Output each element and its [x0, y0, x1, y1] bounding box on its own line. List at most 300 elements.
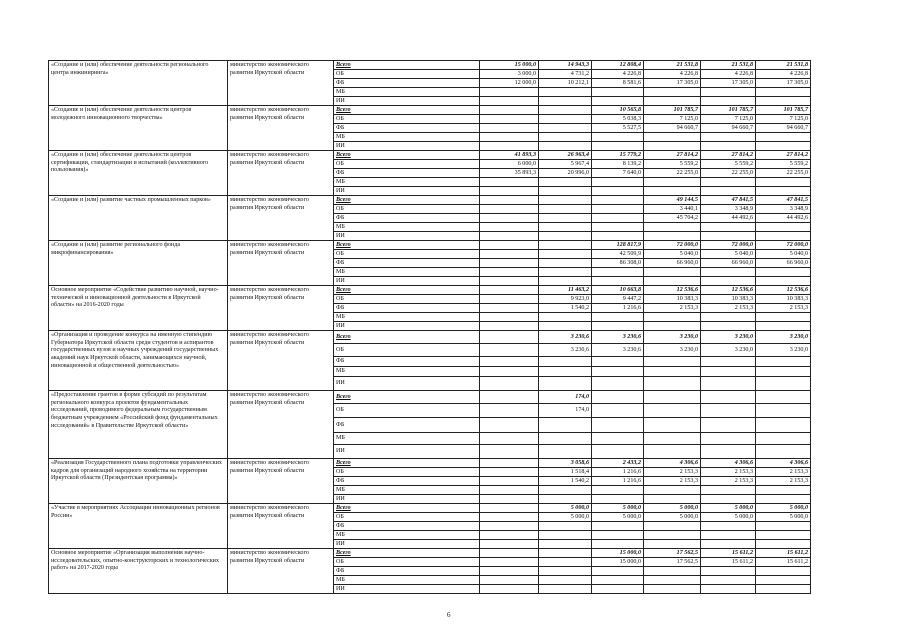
amount-cell: 2 153,3: [756, 304, 811, 313]
funding-source-cell: МБ: [334, 576, 480, 585]
amount-cell: 66 960,0: [756, 259, 811, 268]
amount-cell: [539, 97, 592, 106]
amount-cell: [756, 268, 811, 277]
amount-cell: [701, 97, 756, 106]
amount-cell: [756, 404, 811, 418]
funding-source-cell: МБ: [334, 531, 480, 540]
amount-cell: 3 348,9: [701, 205, 756, 214]
amount-cell: [480, 196, 539, 205]
amount-cell: [539, 268, 592, 277]
amount-cell: 3 230,6: [539, 344, 592, 357]
amount-cell: [539, 178, 592, 187]
amount-cell: [756, 391, 811, 404]
funding-source-cell: ФБ: [334, 259, 480, 268]
responsible-org-cell: министерство экономического развития Иркутской области: [228, 241, 334, 286]
activity-name-cell: «Создание и (или) развитие частных промышленных парков»: [49, 196, 228, 241]
amount-cell: 10 212,1: [539, 79, 592, 88]
amount-cell: [480, 313, 539, 322]
funding-source-cell: ФБ: [334, 214, 480, 223]
amount-cell: 7 640,0: [592, 169, 644, 178]
funding-source-cell: ИИ: [334, 187, 480, 196]
amount-cell: [480, 187, 539, 196]
amount-cell: 35 893,3: [480, 169, 539, 178]
amount-cell: [480, 115, 539, 124]
amount-cell: 3 230,0: [701, 344, 756, 357]
amount-cell: [701, 357, 756, 367]
amount-cell: [480, 445, 539, 459]
amount-cell: [644, 187, 701, 196]
amount-cell: 4 731,2: [539, 70, 592, 79]
amount-cell: [480, 124, 539, 133]
amount-cell: [592, 322, 644, 331]
amount-cell: [539, 214, 592, 223]
amount-cell: 12 536,6: [701, 286, 756, 295]
amount-cell: [701, 540, 756, 549]
amount-cell: 3 440,1: [644, 205, 701, 214]
responsible-org-cell: министерство экономического развития Иркутской области: [228, 196, 334, 241]
amount-cell: [701, 495, 756, 504]
funding-source-cell: МБ: [334, 178, 480, 187]
amount-cell: 174,0: [539, 404, 592, 418]
amount-cell: 5 559,2: [701, 160, 756, 169]
amount-cell: 15 779,2: [592, 151, 644, 160]
amount-cell: [539, 124, 592, 133]
amount-cell: [539, 357, 592, 367]
amount-cell: 15 611,2: [701, 549, 756, 558]
amount-cell: 15 611,2: [756, 549, 811, 558]
amount-cell: [701, 313, 756, 322]
activity-name-cell: «Предоставление грантов в форме субсидий по результатам регионального конкурса проектов фундаментальных исследований, проводимого федеральным государственным бюджетным учреждением «Российский фонд фундаментальных исследований» в Правительстве Иркутской области»: [49, 391, 228, 459]
amount-cell: 42 509,9: [592, 250, 644, 259]
funding-source-cell: ФБ: [334, 169, 480, 178]
amount-cell: [480, 477, 539, 486]
amount-cell: [480, 377, 539, 391]
funding-source-cell: ФБ: [334, 477, 480, 486]
amount-cell: [756, 531, 811, 540]
amount-cell: [539, 486, 592, 495]
amount-cell: 5 000,0: [644, 504, 701, 513]
amount-cell: [701, 576, 756, 585]
amount-cell: [592, 495, 644, 504]
amount-cell: 3 348,9: [756, 205, 811, 214]
amount-cell: [592, 522, 644, 531]
amount-cell: [592, 133, 644, 142]
funding-source-cell: МБ: [334, 88, 480, 97]
amount-cell: 10 663,8: [592, 286, 644, 295]
funding-source-cell: МБ: [334, 133, 480, 142]
amount-cell: 7 125,0: [701, 115, 756, 124]
amount-cell: [480, 404, 539, 418]
funding-source-cell: МБ: [334, 486, 480, 495]
amount-cell: [480, 418, 539, 433]
amount-cell: 72 000,0: [701, 241, 756, 250]
amount-cell: [644, 357, 701, 367]
amount-cell: 4 226,8: [644, 70, 701, 79]
amount-cell: 2 153,3: [644, 468, 701, 477]
responsible-org-cell: министерство экономического развития Иркутской области: [228, 151, 334, 196]
amount-cell: 10 383,3: [756, 295, 811, 304]
amount-cell: 11 463,2: [539, 286, 592, 295]
funding-source-cell: ИИ: [334, 445, 480, 459]
amount-cell: 72 000,0: [644, 241, 701, 250]
amount-cell: [756, 313, 811, 322]
amount-cell: 21 531,8: [644, 61, 701, 70]
funding-source-cell: Всего: [334, 61, 480, 70]
activity-name-cell: «Создание и (или) обеспечение деятельности центров молодежного инновационного творчества»: [49, 106, 228, 151]
amount-cell: [539, 115, 592, 124]
amount-cell: 5 040,0: [756, 250, 811, 259]
amount-cell: 27 814,2: [644, 151, 701, 160]
amount-cell: [539, 558, 592, 567]
amount-cell: 2 153,3: [756, 477, 811, 486]
funding-source-cell: ИИ: [334, 377, 480, 391]
amount-cell: [701, 133, 756, 142]
funding-source-cell: Всего: [334, 286, 480, 295]
amount-cell: [756, 97, 811, 106]
amount-cell: [539, 259, 592, 268]
funding-source-cell: Всего: [334, 504, 480, 513]
amount-cell: [592, 567, 644, 576]
amount-cell: [480, 433, 539, 445]
amount-cell: [480, 286, 539, 295]
amount-cell: [539, 418, 592, 433]
amount-cell: 101 785,7: [756, 106, 811, 115]
amount-cell: 3 230,0: [644, 331, 701, 344]
amount-cell: [592, 391, 644, 404]
amount-cell: [644, 522, 701, 531]
amount-cell: [480, 495, 539, 504]
funding-source-cell: МБ: [334, 433, 480, 445]
amount-cell: [701, 486, 756, 495]
amount-cell: [480, 205, 539, 214]
table-row-total: [49, 391, 811, 404]
amount-cell: [592, 268, 644, 277]
amount-cell: 3 230,0: [756, 331, 811, 344]
amount-cell: 12 536,6: [756, 286, 811, 295]
amount-cell: [480, 367, 539, 377]
amount-cell: 72 000,0: [756, 241, 811, 250]
amount-cell: [480, 322, 539, 331]
amount-cell: [756, 522, 811, 531]
funding-source-cell: ИИ: [334, 495, 480, 504]
amount-cell: [539, 205, 592, 214]
amount-cell: [756, 567, 811, 576]
table-row-total: [49, 331, 811, 344]
table-row-total: [49, 504, 811, 513]
amount-cell: [592, 531, 644, 540]
amount-cell: 3 230,6: [592, 344, 644, 357]
activity-name-cell: Основное мероприятие «Содействие развитию научной, научно-технической и инновационной деятельности в Иркутской области» на 2016-2020 годы: [49, 286, 228, 331]
amount-cell: [592, 418, 644, 433]
funding-source-cell: МБ: [334, 268, 480, 277]
funding-source-cell: Всего: [334, 151, 480, 160]
amount-cell: [644, 88, 701, 97]
responsible-org-cell: министерство экономического развития Иркутской области: [228, 106, 334, 151]
amount-cell: [701, 585, 756, 594]
amount-cell: [480, 549, 539, 558]
amount-cell: [539, 133, 592, 142]
amount-cell: [701, 322, 756, 331]
responsible-org-cell: министерство экономического развития Иркутской области: [228, 504, 334, 549]
table-row-total: [49, 196, 811, 205]
amount-cell: [756, 540, 811, 549]
funding-source-cell: ИИ: [334, 540, 480, 549]
amount-cell: 15 000,0: [592, 549, 644, 558]
funding-source-cell: Всего: [334, 331, 480, 344]
amount-cell: [644, 418, 701, 433]
amount-cell: 94 660,7: [644, 124, 701, 133]
responsible-org-cell: министерство экономического развития Иркутской области: [228, 459, 334, 504]
amount-cell: 1 216,6: [592, 304, 644, 313]
funding-source-cell: ОБ: [334, 344, 480, 357]
funding-source-cell: ОБ: [334, 160, 480, 169]
amount-cell: [592, 205, 644, 214]
amount-cell: [644, 97, 701, 106]
amount-cell: [756, 88, 811, 97]
amount-cell: [592, 178, 644, 187]
amount-cell: [701, 88, 756, 97]
amount-cell: 4 226,8: [592, 70, 644, 79]
amount-cell: 66 960,0: [644, 259, 701, 268]
amount-cell: 5 000,0: [539, 504, 592, 513]
amount-cell: 3 230,0: [756, 344, 811, 357]
activity-name-cell: «Организация и проведение конкурса на именную стипендию Губернатора Иркутской области среди студентов и аспирантов государственных вузов и научных учреждений государственных академий наук Иркутской области, занимающихся научной, инновационной и общественной деятельностью»: [49, 331, 228, 391]
amount-cell: 66 960,0: [701, 259, 756, 268]
funding-source-cell: МБ: [334, 367, 480, 377]
activity-name-cell: «Создание и (или) развитие регионального фонда микрофинансирования»: [49, 241, 228, 286]
amount-cell: [756, 377, 811, 391]
amount-cell: [592, 576, 644, 585]
amount-cell: [480, 241, 539, 250]
amount-cell: [539, 232, 592, 241]
amount-cell: 4 226,8: [756, 70, 811, 79]
amount-cell: [644, 486, 701, 495]
amount-cell: [756, 223, 811, 232]
amount-cell: [592, 142, 644, 151]
amount-cell: [701, 232, 756, 241]
amount-cell: [756, 495, 811, 504]
budget-table: [48, 60, 811, 594]
amount-cell: [644, 142, 701, 151]
amount-cell: [644, 391, 701, 404]
amount-cell: [644, 178, 701, 187]
amount-cell: [539, 445, 592, 459]
funding-source-cell: ОБ: [334, 404, 480, 418]
amount-cell: [539, 142, 592, 151]
amount-cell: [756, 585, 811, 594]
amount-cell: [480, 268, 539, 277]
funding-source-cell: ОБ: [334, 250, 480, 259]
amount-cell: [592, 277, 644, 286]
amount-cell: [592, 97, 644, 106]
funding-source-cell: ФБ: [334, 522, 480, 531]
amount-cell: 5 000,0: [644, 513, 701, 522]
amount-cell: 1 540,2: [539, 477, 592, 486]
amount-cell: 4 226,8: [701, 70, 756, 79]
amount-cell: [592, 196, 644, 205]
budget-table-sheet: [48, 60, 810, 594]
amount-cell: 94 660,7: [701, 124, 756, 133]
amount-cell: 44 492,6: [756, 214, 811, 223]
amount-cell: [644, 433, 701, 445]
amount-cell: [756, 178, 811, 187]
amount-cell: 21 531,8: [701, 61, 756, 70]
amount-cell: 8 581,6: [592, 79, 644, 88]
amount-cell: [756, 576, 811, 585]
funding-source-cell: МБ: [334, 313, 480, 322]
amount-cell: [539, 313, 592, 322]
amount-cell: [644, 322, 701, 331]
amount-cell: [644, 495, 701, 504]
funding-source-cell: ИИ: [334, 277, 480, 286]
responsible-org-cell: министерство экономического развития Иркутской области: [228, 331, 334, 391]
amount-cell: [480, 178, 539, 187]
amount-cell: [480, 223, 539, 232]
amount-cell: 4 306,6: [701, 459, 756, 468]
amount-cell: [539, 585, 592, 594]
amount-cell: [480, 391, 539, 404]
amount-cell: [539, 433, 592, 445]
amount-cell: 10 383,3: [701, 295, 756, 304]
amount-cell: 3 230,0: [644, 344, 701, 357]
amount-cell: [539, 495, 592, 504]
amount-cell: [644, 377, 701, 391]
amount-cell: 2 433,2: [592, 459, 644, 468]
amount-cell: 26 963,4: [539, 151, 592, 160]
amount-cell: 47 841,5: [701, 196, 756, 205]
amount-cell: [592, 187, 644, 196]
amount-cell: [480, 331, 539, 344]
amount-cell: 12 536,6: [644, 286, 701, 295]
amount-cell: [480, 540, 539, 549]
amount-cell: 21 531,8: [756, 61, 811, 70]
amount-cell: [480, 558, 539, 567]
amount-cell: 2 153,3: [644, 477, 701, 486]
amount-cell: [480, 576, 539, 585]
amount-cell: 15 611,2: [756, 558, 811, 567]
amount-cell: 94 660,7: [756, 124, 811, 133]
amount-cell: 27 814,2: [756, 151, 811, 160]
amount-cell: [592, 223, 644, 232]
amount-cell: [644, 313, 701, 322]
table-row-total: [49, 241, 811, 250]
amount-cell: [539, 250, 592, 259]
activity-name-cell: «Реализация Государственного плана подготовки управленческих кадров для организаций народного хозяйства на территории Иркутской области (Президентская программа)»: [49, 459, 228, 504]
funding-source-cell: Всего: [334, 241, 480, 250]
amount-cell: [592, 367, 644, 377]
amount-cell: [480, 357, 539, 367]
funding-source-cell: ФБ: [334, 357, 480, 367]
responsible-org-cell: министерство экономического развития Иркутской области: [228, 61, 334, 106]
amount-cell: 4 306,6: [644, 459, 701, 468]
amount-cell: [701, 391, 756, 404]
amount-cell: 2 153,3: [701, 304, 756, 313]
amount-cell: 86 308,0: [592, 259, 644, 268]
amount-cell: [480, 259, 539, 268]
amount-cell: 5 967,4: [539, 160, 592, 169]
activity-name-cell: «Создание и (или) обеспечение деятельности центров сертификации, стандартизации и испытаний (коллективного пользования)»: [49, 151, 228, 196]
amount-cell: [701, 268, 756, 277]
amount-cell: [644, 540, 701, 549]
amount-cell: 5 527,5: [592, 124, 644, 133]
amount-cell: 2 153,3: [756, 468, 811, 477]
amount-cell: [644, 576, 701, 585]
funding-source-cell: ФБ: [334, 124, 480, 133]
amount-cell: 5 000,0: [701, 504, 756, 513]
amount-cell: 3 230,6: [592, 331, 644, 344]
amount-cell: 44 492,6: [701, 214, 756, 223]
amount-cell: [701, 522, 756, 531]
funding-source-cell: Всего: [334, 459, 480, 468]
funding-source-cell: ИИ: [334, 585, 480, 594]
amount-cell: [539, 241, 592, 250]
amount-cell: [592, 445, 644, 459]
amount-cell: [480, 295, 539, 304]
amount-cell: [756, 142, 811, 151]
amount-cell: [480, 567, 539, 576]
amount-cell: [480, 277, 539, 286]
amount-cell: [592, 313, 644, 322]
amount-cell: 4 306,6: [756, 459, 811, 468]
amount-cell: [644, 232, 701, 241]
amount-cell: [756, 133, 811, 142]
amount-cell: 15 000,0: [592, 558, 644, 567]
amount-cell: 8 139,2: [592, 160, 644, 169]
funding-source-cell: МБ: [334, 223, 480, 232]
funding-source-cell: ОБ: [334, 468, 480, 477]
amount-cell: [539, 576, 592, 585]
amount-cell: 10 383,3: [644, 295, 701, 304]
amount-cell: [701, 445, 756, 459]
amount-cell: 3 230,6: [539, 331, 592, 344]
amount-cell: [701, 178, 756, 187]
amount-cell: 17 305,0: [701, 79, 756, 88]
funding-source-cell: ИИ: [334, 97, 480, 106]
amount-cell: [539, 322, 592, 331]
table-row-total: [49, 459, 811, 468]
amount-cell: 17 305,0: [644, 79, 701, 88]
amount-cell: [644, 223, 701, 232]
amount-cell: 7 125,0: [756, 115, 811, 124]
amount-cell: [592, 404, 644, 418]
table-row-total: [49, 106, 811, 115]
page-number: 6: [447, 611, 451, 619]
amount-cell: [592, 540, 644, 549]
amount-cell: [592, 232, 644, 241]
amount-cell: 15 000,0: [480, 61, 539, 70]
amount-cell: [644, 531, 701, 540]
amount-cell: [701, 404, 756, 418]
table-row-total: [49, 151, 811, 160]
amount-cell: [480, 214, 539, 223]
amount-cell: [644, 367, 701, 377]
amount-cell: 2 153,3: [701, 477, 756, 486]
amount-cell: 128 817,9: [592, 241, 644, 250]
amount-cell: [539, 567, 592, 576]
amount-cell: 15 611,2: [701, 558, 756, 567]
amount-cell: [644, 567, 701, 576]
amount-cell: 10 565,8: [592, 106, 644, 115]
amount-cell: 9 447,2: [592, 295, 644, 304]
amount-cell: 5 000,0: [756, 513, 811, 522]
activity-name-cell: «Создание и (или) обеспечение деятельности регионального центра инжиниринга»: [49, 61, 228, 106]
amount-cell: 3 000,0: [480, 70, 539, 79]
amount-cell: 17 562,5: [644, 558, 701, 567]
amount-cell: [480, 585, 539, 594]
amount-cell: [480, 97, 539, 106]
funding-source-cell: ИИ: [334, 232, 480, 241]
amount-cell: 5 000,0: [756, 504, 811, 513]
